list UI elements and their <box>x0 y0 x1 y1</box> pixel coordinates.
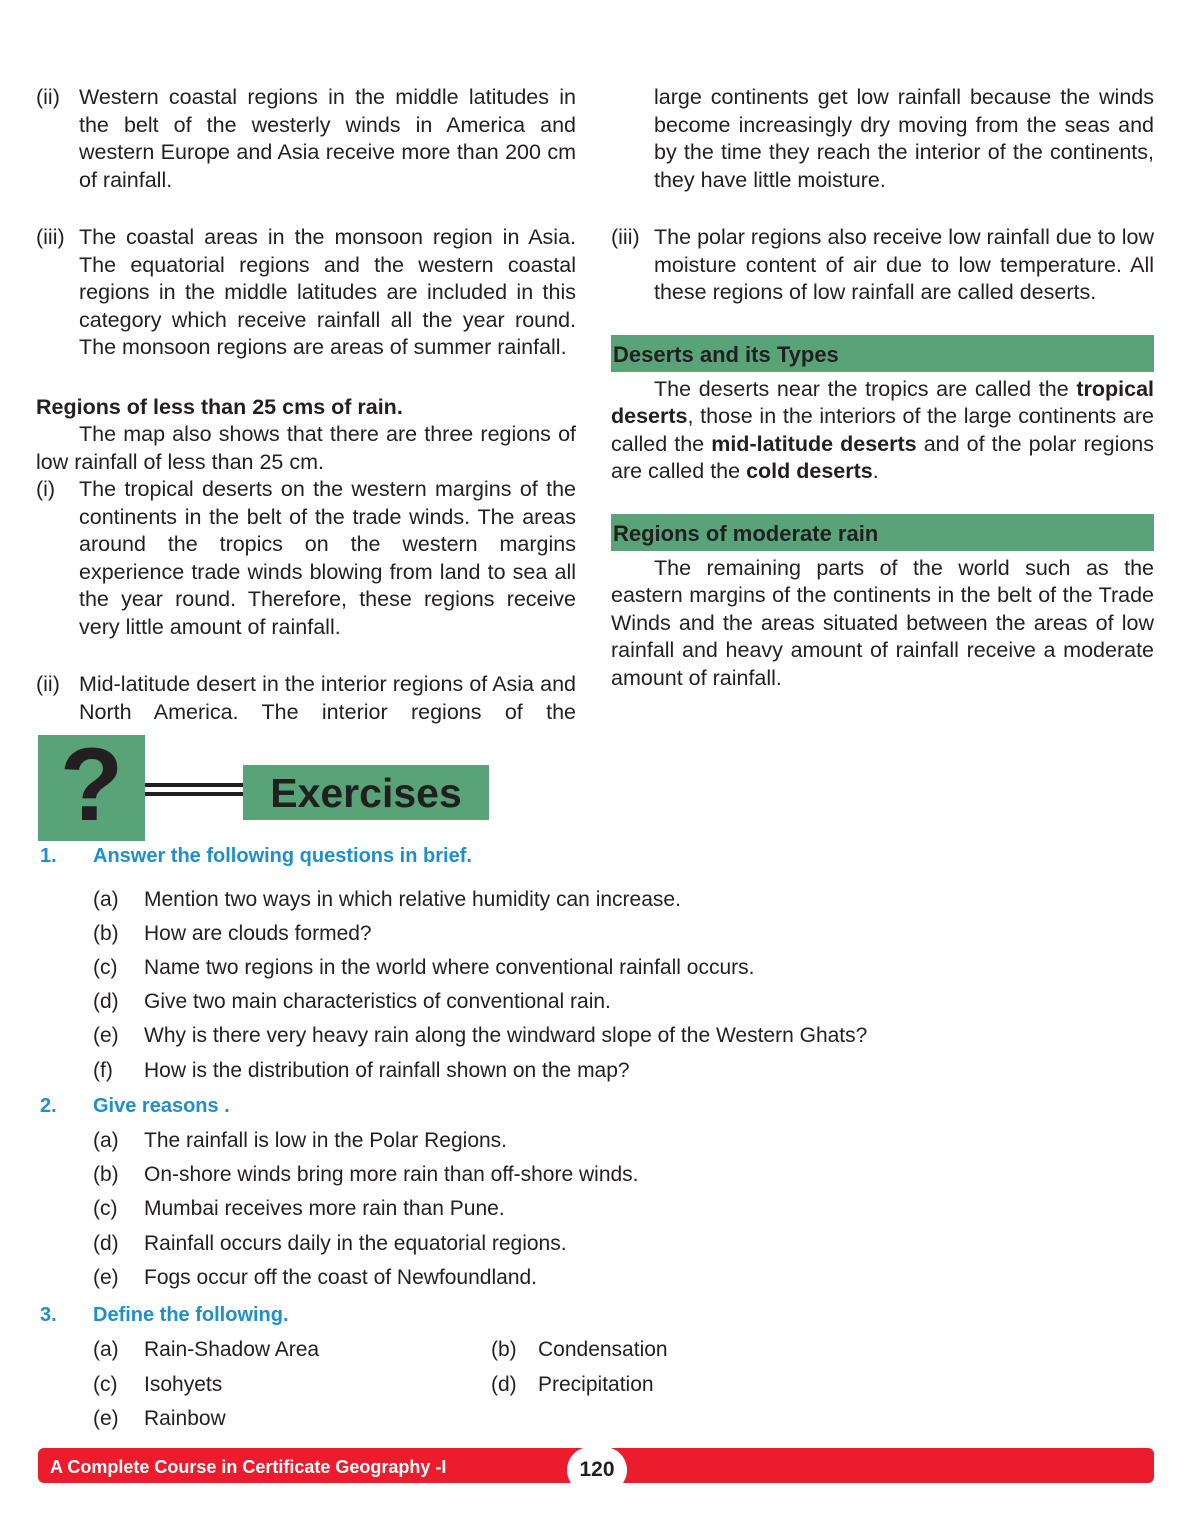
item-text: Mid-latitude desert in the interior regions of Asia and North America. The interior regions of the <box>79 672 576 724</box>
question-item: (b) Condensation <box>491 1338 668 1361</box>
double-line-divider <box>145 783 245 803</box>
term-cold: cold deserts <box>746 459 873 483</box>
question-heading-1: 1. Answer the following questions in brief. <box>40 845 472 867</box>
question-item: (c) Name two regions in the world where conventional rainfall occurs. <box>93 956 755 979</box>
question-item: (e) Why is there very heavy rain along the windward slope of the Western Ghats? <box>93 1024 868 1047</box>
term-mid-latitude: mid-latitude deserts <box>711 431 917 456</box>
list-item <box>36 671 576 726</box>
section-subheading: Regions of less than 25 cms of rain. <box>36 394 403 419</box>
right-column <box>611 84 1154 692</box>
question-item: (b) On-shore winds bring more rain than off-shore winds. <box>93 1163 639 1186</box>
item-text: The polar regions also receive low rainfall due to low moisture content of air due to low temperature. All these regions of low rainfall are called deserts. <box>654 225 1154 304</box>
paragraph: The map also shows that there are three regions of low rainfall of less than 25 cm. <box>36 422 576 474</box>
page-number: 120 <box>567 1447 627 1493</box>
paragraph-continuation: large continents get low rainfall because the winds become increasingly dry moving from the seas and by the time they reach the interior of the continents, they have little moisture. <box>654 85 1154 192</box>
question-heading-3: 3. Define the following. <box>40 1304 289 1326</box>
question-mark-icon: ? <box>38 735 145 841</box>
question-item: (e) Rainbow <box>93 1407 226 1430</box>
question-heading-2: 2. Give reasons . <box>40 1095 230 1117</box>
question-item: (e) Fogs occur off the coast of Newfoundland. <box>93 1266 538 1289</box>
term-tropical: tropical deserts <box>611 376 1154 428</box>
question-item: (d) Precipitation <box>491 1373 654 1396</box>
question-item: (c) Mumbai receives more rain than Pune. <box>93 1197 505 1220</box>
item-text: The tropical deserts on the western margins of the continents in the belt of the trade winds. The areas around the tropics on the western margins experience trade winds blowing from land to sea all the year round. Therefore, these regions receive very little amount of rainfall. <box>79 477 576 639</box>
list-item <box>611 224 1154 307</box>
question-item: (a) Mention two ways in which relative humidity can increase. <box>93 888 681 911</box>
item-text: Western coastal regions in the middle latitudes in the belt of the westerly winds in America and western Europe and Asia receive more than 200 cm of rainfall. <box>79 85 576 192</box>
left-column <box>36 84 576 726</box>
list-item <box>36 476 576 641</box>
list-item <box>36 224 576 362</box>
question-item: (f) How is the distribution of rainfall shown on the map? <box>93 1059 630 1082</box>
item-number: (ii) <box>36 85 60 109</box>
list-item <box>36 84 576 194</box>
item-number: (i) <box>36 477 56 501</box>
book-title: A Complete Course in Certificate Geography -I <box>50 1457 447 1477</box>
question-item: (b) How are clouds formed? <box>93 922 372 945</box>
question-item: (a) The rainfall is low in the Polar Regions. <box>93 1129 508 1152</box>
question-item: (d) Rainfall occurs daily in the equatorial regions. <box>93 1232 567 1255</box>
section-heading-moderate: Regions of moderate rain <box>611 514 1154 551</box>
question-item: (c) Isohyets <box>93 1373 223 1396</box>
section-heading-deserts: Deserts and its Types <box>611 335 1154 372</box>
question-item: (d) Give two main characteristics of conventional rain. <box>93 990 611 1013</box>
question-item: (a) Rain-Shadow Area <box>93 1338 320 1361</box>
paragraph: The remaining parts of the world such as the eastern margins of the continents in the belt of the Trade Winds and the areas situated between the areas of low rainfall and heavy amount of rainfall receive a moderate amount of rainfall. <box>611 555 1154 690</box>
item-number: (ii) <box>36 672 60 696</box>
item-number: (iii) <box>36 225 65 249</box>
exercises-title: Exercises <box>243 765 489 820</box>
item-number: (iii) <box>611 225 640 249</box>
paragraph: The deserts near the tropics are called the tropical deserts, those in the interiors of the large continents are called the mid-latitude deserts and of the polar regions are called the cold deserts. <box>611 376 1155 483</box>
item-text: The coastal areas in the monsoon region in Asia. The equatorial regions and the western coastal regions in the middle latitudes are included in this category which receive rainfall all the year round. The monsoon regions are areas of summer rainfall. <box>79 225 576 359</box>
